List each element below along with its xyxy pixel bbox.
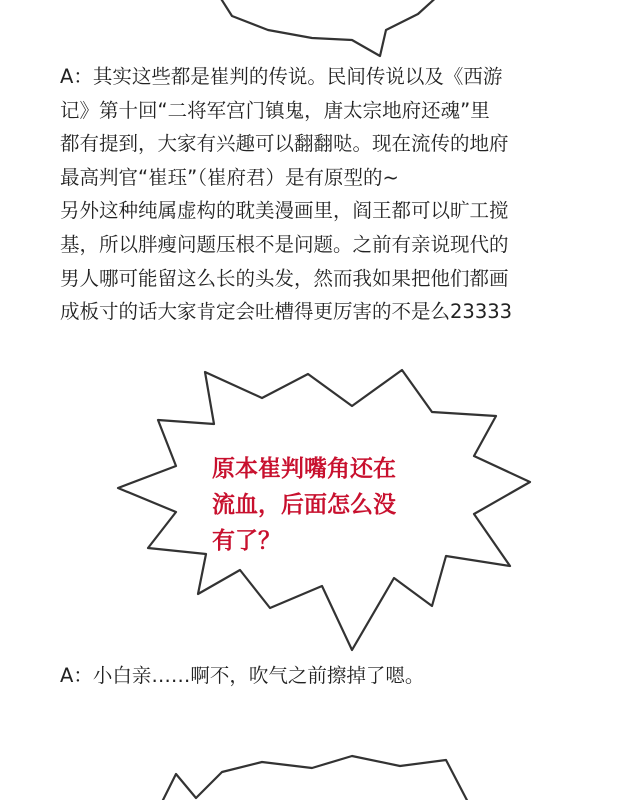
top-burst-bubble (218, 0, 440, 56)
answer-line: 都有提到，大家有兴趣可以翻翻哒。现在流传的地府 (60, 132, 509, 156)
answer-line: A：其实这些都是崔判的传说。民间传说以及《西游 (60, 65, 503, 88)
short-answer: A：小白亲……啊不，吹气之前擦掉了嗯。 (60, 664, 425, 687)
bottom-burst-bubble (160, 756, 470, 800)
answer-line: 成板寸的话大家肯定会吐槽得更厉害的不是么23333 (60, 300, 513, 324)
answer-line: 最高判官“崔珏”（崔府君）是有原型的~ (60, 165, 399, 189)
question-line: 流血，后面怎么没 (212, 492, 396, 518)
answer-line: 男人哪可能留这么长的头发，然而我如果把他们都画 (60, 266, 509, 290)
answer-line: 基，所以胖瘦问题压根不是问题。之前有亲说现代的 (60, 232, 509, 256)
speech-bubble-question (212, 451, 452, 559)
answer-line: 另外这种纯属虚构的耽美漫画里，阎王都可以旷工搅 (60, 199, 509, 223)
answer-paragraph (60, 60, 600, 329)
question-line: 原本崔判嘴角还在 (212, 456, 396, 482)
answer-line: 记》第十回“二将军宫门镇鬼，唐太宗地府还魂”里 (60, 98, 490, 122)
question-line: 有了？ (212, 528, 281, 554)
